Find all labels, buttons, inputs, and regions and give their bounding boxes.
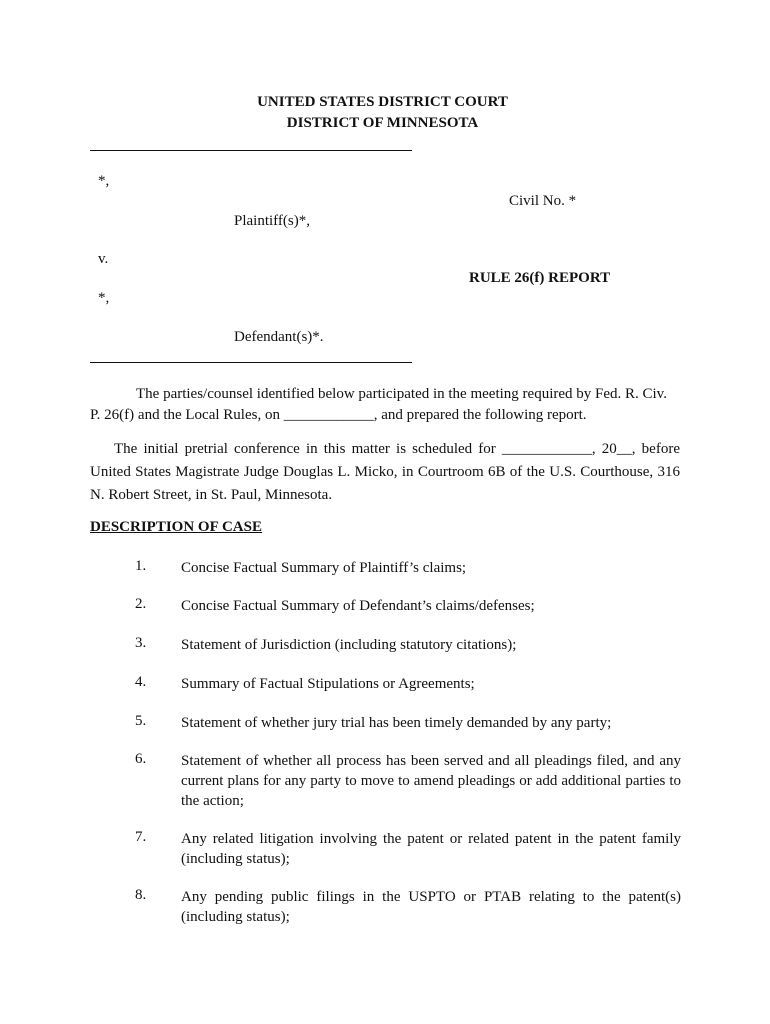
court-name: UNITED STATES DISTRICT COURT (257, 94, 508, 110)
list-item-number: 7. (135, 829, 147, 845)
list-item-number: 6. (135, 751, 147, 767)
list-item-number: 1. (135, 558, 147, 574)
list-item-text: Statement of whether jury trial has been timely demanded by any party; (181, 715, 612, 731)
caption-top-rule (90, 150, 412, 151)
list-item-number: 3. (135, 635, 147, 651)
list-item-text: Any related litigation involving the patent or related patent in the patent family (including status); (181, 831, 681, 867)
plaintiff-placeholder: *, (98, 173, 110, 189)
list-item-number: 8. (135, 887, 147, 903)
list-item-number: 2. (135, 596, 147, 612)
report-title: RULE 26(f) REPORT (469, 270, 611, 286)
list-item-text: Any pending public filings in the USPTO or PTAB relating to the patent(s) (including status); (181, 889, 681, 925)
list-item-text: Statement of Jurisdiction (including statutory citations); (181, 637, 517, 653)
court-district: DISTRICT OF MINNESOTA (286, 115, 479, 131)
list-item-number: 5. (135, 713, 147, 729)
civil-number: Civil No. * (509, 193, 577, 209)
intro-paragraph-meeting: The parties/counsel identified below participated in the meeting required by Fed. R. Civ. P. 26(f) and the Local Rules, on ____________, and prepared the following report. (90, 386, 667, 423)
list-item-text: Concise Factual Summary of Defendant’s claims/defenses; (181, 598, 535, 614)
list-item-text: Statement of whether all process has been served and all pleadings filed, and any current plans for any party to move to amend pleadings or add additional parties to the action; (181, 753, 681, 809)
list-item-number: 4. (135, 674, 147, 690)
intro-paragraph-conference: The initial pretrial conference in this matter is scheduled for ____________, 20__, before United States Magistrate Judge Douglas L. Micko, in Courtroom 6B of the U.S. Courthouse, 316 N. Robert Street, in St. Paul, Minnesota. (90, 441, 680, 503)
list-item-text: Concise Factual Summary of Plaintiff’s claims; (181, 560, 467, 576)
caption-bottom-rule (90, 362, 412, 363)
versus-label: v. (98, 251, 109, 267)
plaintiff-label: Plaintiff(s)*, (234, 213, 310, 229)
section-heading: DESCRIPTION OF CASE (90, 519, 262, 535)
defendant-placeholder: *, (98, 290, 110, 306)
defendant-label: Defendant(s)*. (234, 329, 324, 345)
list-item-text: Summary of Factual Stipulations or Agreements; (181, 676, 475, 692)
